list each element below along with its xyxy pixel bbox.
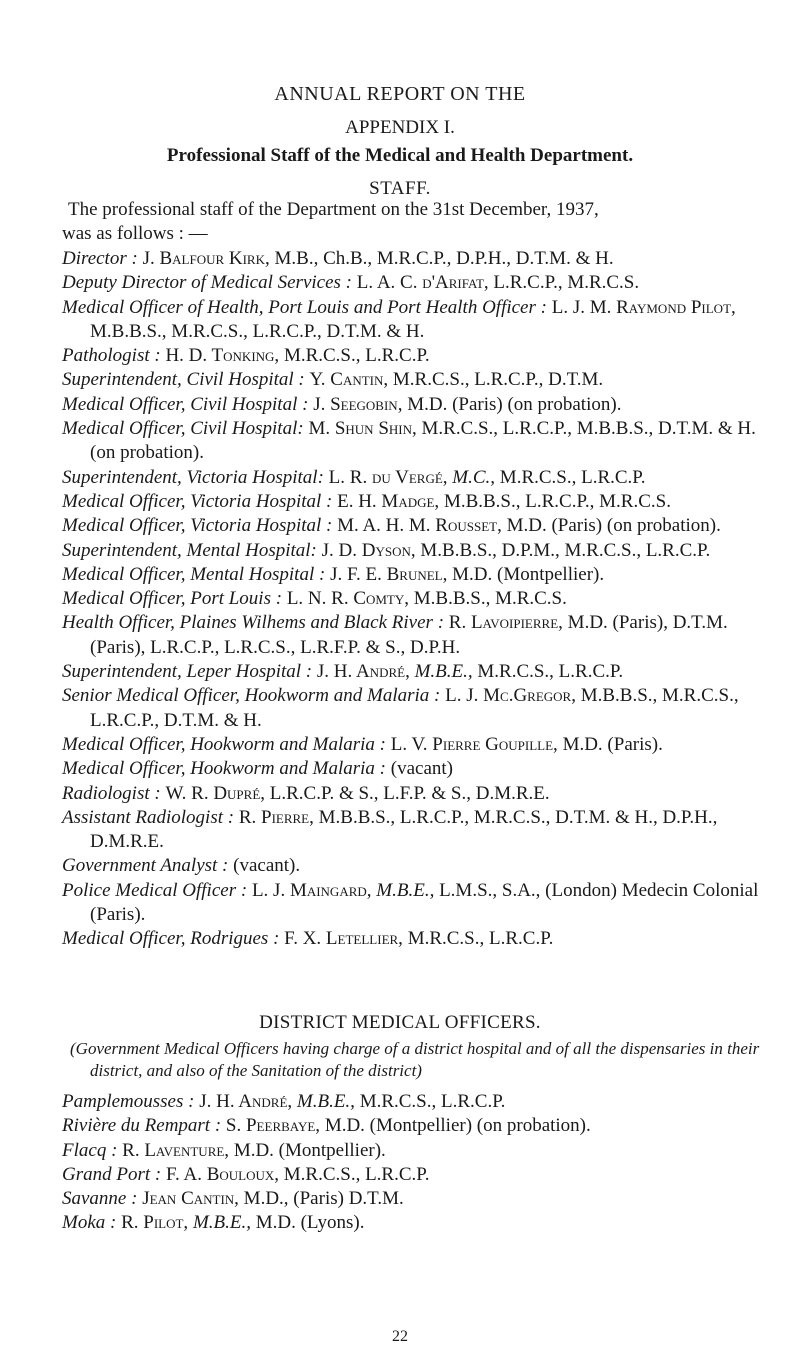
entry-name: L. J. M. Raymond Pilot,: [551, 296, 736, 318]
entry-name: R. Laventure,: [122, 1139, 230, 1161]
entry-title: Deputy Director of Medical Services :: [62, 272, 353, 294]
entry-qualifications: M.R.C.S., L.R.C.P.: [495, 466, 646, 488]
entry-title: Moka :: [62, 1212, 117, 1234]
entry-qualifications: M.B.B.S., M.R.C.S., L.R.C.P., D.T.M. & H.: [90, 320, 425, 342]
entry-name: J. Balfour Kirk,: [142, 248, 270, 269]
staff-entry: [62, 296, 762, 345]
entry-title: Assistant Radiologist :: [62, 806, 235, 828]
district-entry: [62, 1114, 762, 1138]
staff-entry: [62, 757, 762, 781]
entry-qualifications: M.R.C.S., L.R.C.P., M.B.B.S., D.T.M. & H. (on probation).: [90, 418, 756, 464]
entry-qualifications: M.B., Ch.B., M.R.C.P., D.P.H., D.T.M. & H.: [274, 248, 614, 269]
staff-entry: [62, 563, 762, 587]
intro-paragraph: [62, 198, 762, 247]
intro-line: The professional staff of the Department on the 31st December, 1937,: [68, 199, 599, 220]
entry-title: Grand Port :: [62, 1163, 162, 1185]
district-officers-note: (Government Medical Officers having charge of a district hospital and of all the dispensaries in their district, and also of the Sanitation of the district): [70, 1039, 760, 1080]
entry-title: Superintendent, Mental Hospital:: [62, 539, 317, 561]
entry-title: Medical Officer, Hookworm and Malaria :: [62, 733, 387, 755]
entry-title: Rivière du Rempart :: [62, 1115, 222, 1137]
staff-entry: [62, 490, 762, 514]
entry-title: Medical Officer, Hookworm and Malaria :: [62, 758, 387, 780]
entry-qualifications: L.R.C.P. & S., L.F.P. & S., D.M.R.E.: [269, 782, 550, 804]
staff-entry: [62, 344, 762, 368]
staff-entry: [62, 514, 762, 538]
entry-name: M. Shun Shin,: [308, 418, 417, 440]
entry-qualifications: M.D., (Paris) D.T.M.: [243, 1188, 404, 1210]
page-number: 22: [392, 1328, 408, 1345]
entry-name: F. A. Bouloux,: [165, 1163, 280, 1185]
district-entry: [62, 1139, 762, 1163]
entry-name: W. R. Dupré,: [165, 782, 266, 804]
entry-title: Medical Officer, Victoria Hospital :: [62, 490, 333, 512]
entry-title: Director :: [62, 248, 138, 269]
staff-entry: [62, 806, 762, 855]
entry-qualifications: M.B.B.S., M.R.C.S., L.R.C.P., D.T.M. & H.: [90, 685, 739, 731]
entry-name: L. R. du Vergé,: [328, 466, 448, 488]
entry-honour: M.B.E.,: [296, 1091, 355, 1112]
entry-name: R. Lavoipierre,: [448, 612, 563, 634]
entry-name: J. D. Dyson,: [321, 539, 416, 561]
entry-title: Superintendent, Leper Hospital :: [62, 661, 313, 683]
staff-entry: [62, 927, 762, 951]
staff-entry: [62, 417, 762, 466]
entry-qualifications: M.D. (Lyons).: [250, 1212, 365, 1234]
entry-name: J. H. André,: [199, 1091, 293, 1112]
entry-qualifications: M.B.B.S., L.R.C.P., M.R.C.S., D.T.M. & H., D.P.H., D.M.R.E.: [90, 806, 718, 853]
entry-title: Flacq :: [62, 1139, 118, 1161]
entry-title: Medical Officer, Mental Hospital :: [62, 563, 326, 585]
entry-name: Jean Cantin,: [142, 1188, 239, 1210]
staff-entry: [62, 733, 762, 757]
staff-entry: [62, 271, 762, 295]
entry-name: L. V. Pierre Goupille,: [390, 733, 558, 755]
entry-qualifications: L.M.S., S.A., (London) Medecin Colonial (Paris).: [90, 879, 759, 926]
district-list: [62, 1090, 762, 1236]
entry-title: Superintendent, Victoria Hospital:: [62, 466, 324, 488]
staff-entry: [62, 684, 762, 733]
entry-title: Senior Medical Officer, Hookworm and Malaria :: [62, 685, 441, 707]
staff-entry: [62, 854, 762, 878]
entry-title: Medical Officer, Rodrigues :: [62, 928, 280, 950]
entry-title: Medical Officer of Health, Port Louis and Port Health Officer :: [62, 296, 547, 318]
entry-qualifications: M.B.B.S., M.R.C.S.: [413, 588, 567, 610]
staff-entry: [62, 879, 762, 928]
entry-title: Savanne :: [62, 1188, 138, 1210]
intro-line: was as follows : —: [62, 223, 208, 245]
entry-name: H. D. Tonking,: [165, 345, 280, 367]
entry-honour: M.B.E.,: [414, 661, 473, 683]
entry-name: J. F. E. Brunel,: [330, 563, 448, 585]
entry-title: Medical Officer, Civil Hospital :: [62, 393, 309, 415]
entry-qualifications: M.B.B.S., D.P.M., M.R.C.S., L.R.C.P.: [420, 539, 711, 561]
staff-entry: [62, 393, 762, 417]
running-head: ANNUAL REPORT ON THE: [274, 83, 526, 105]
district-officers-heading: DISTRICT MEDICAL OFFICERS.: [259, 1012, 541, 1033]
entry-qualifications: M.D. (Montpellier) (on probation).: [324, 1115, 591, 1137]
staff-heading: STAFF.: [369, 178, 431, 199]
entry-qualifications: M.R.C.S., L.R.C.P.: [407, 928, 554, 950]
entry-qualifications: M.D. (Montpellier).: [233, 1139, 386, 1161]
entry-qualifications: L.R.C.P., M.R.C.S.: [493, 272, 640, 294]
entry-qualifications: M.R.C.S., L.R.C.P.: [472, 661, 624, 683]
district-entry: [62, 1163, 762, 1187]
entry-title: Medical Officer, Victoria Hospital :: [62, 515, 333, 537]
district-entry: [62, 1090, 762, 1114]
entry-title: Pamplemousses :: [62, 1091, 195, 1112]
entry-name: J. H. André,: [316, 661, 410, 683]
entry-qualifications: M.D. (Paris), D.T.M. (Paris), L.R.C.P., L.R.C.S., L.R.F.P. & S., D.P.H.: [90, 612, 728, 658]
entry-title: Health Officer, Plaines Wilhems and Black River :: [62, 612, 445, 634]
entry-qualifications: M.D. (Paris).: [562, 733, 663, 755]
entry-title: Government Analyst :: [62, 855, 229, 877]
staff-entry: [62, 466, 762, 490]
entry-qualifications: M.D. (Paris) (on probation).: [407, 393, 622, 415]
entry-qualifications: M.R.C.S., L.R.C.P.: [283, 1163, 430, 1185]
staff-entry: [62, 611, 762, 660]
entry-name: L. J. Maingard,: [251, 879, 372, 901]
entry-qualifications: M.D. (Montpellier).: [452, 563, 605, 585]
district-entry: [62, 1187, 762, 1211]
staff-entry: [62, 539, 762, 563]
entry-qualifications: M.B.B.S., L.R.C.P., M.R.C.S.: [443, 490, 671, 512]
entry-name: L. J. Mc.Gregor,: [445, 685, 576, 707]
appendix-title: APPENDIX I.: [345, 117, 455, 138]
entry-honour: M.B.E.,: [192, 1212, 251, 1234]
entry-name: Y. Cantin,: [309, 369, 389, 391]
entry-name: E. H. Madge,: [337, 490, 440, 512]
entry-name: R. Pilot,: [121, 1212, 189, 1234]
entry-title: Medical Officer, Civil Hospital:: [62, 418, 304, 440]
staff-entry: [62, 368, 762, 392]
entry-title: Radiologist :: [62, 782, 161, 804]
entry-qualifications: M.D. (Paris) (on probation).: [506, 515, 721, 537]
entry-name: M. A. H. M. Rousset,: [337, 515, 502, 537]
entry-honour: M.C.,: [452, 466, 496, 488]
department-heading: Professional Staff of the Medical and Health Department.: [166, 145, 634, 166]
staff-entry: [62, 247, 762, 271]
staff-entry: [62, 782, 762, 806]
entry-title: Superintendent, Civil Hospital :: [62, 369, 305, 391]
entry-name: F. X. Letellier,: [284, 928, 403, 950]
entry-name: L. A. C. d'Arifat,: [356, 272, 489, 294]
entry-qualifications: (vacant).: [233, 855, 301, 877]
entry-name: R. Pierre,: [238, 806, 314, 828]
entry-title: Pathologist :: [62, 345, 161, 367]
entry-title: Medical Officer, Port Louis :: [62, 588, 283, 610]
entry-name: L. N. R. Comty,: [286, 588, 410, 610]
entry-qualifications: (vacant): [390, 758, 453, 780]
entry-honour: M.B.E.,: [376, 879, 435, 901]
entry-title: Police Medical Officer :: [62, 879, 248, 901]
entry-name: J. Seegobin,: [313, 393, 403, 415]
entry-qualifications: M.R.C.S., L.R.C.P.: [354, 1091, 506, 1112]
district-entry: [62, 1211, 762, 1235]
staff-entry: [62, 660, 762, 684]
entry-qualifications: M.R.C.S., L.R.C.P., D.T.M.: [392, 369, 604, 391]
entry-qualifications: M.R.C.S., L.R.C.P.: [283, 345, 430, 367]
staff-entry: [62, 587, 762, 611]
entry-name: S. Peerbaye,: [225, 1115, 321, 1137]
staff-list: [62, 247, 762, 952]
